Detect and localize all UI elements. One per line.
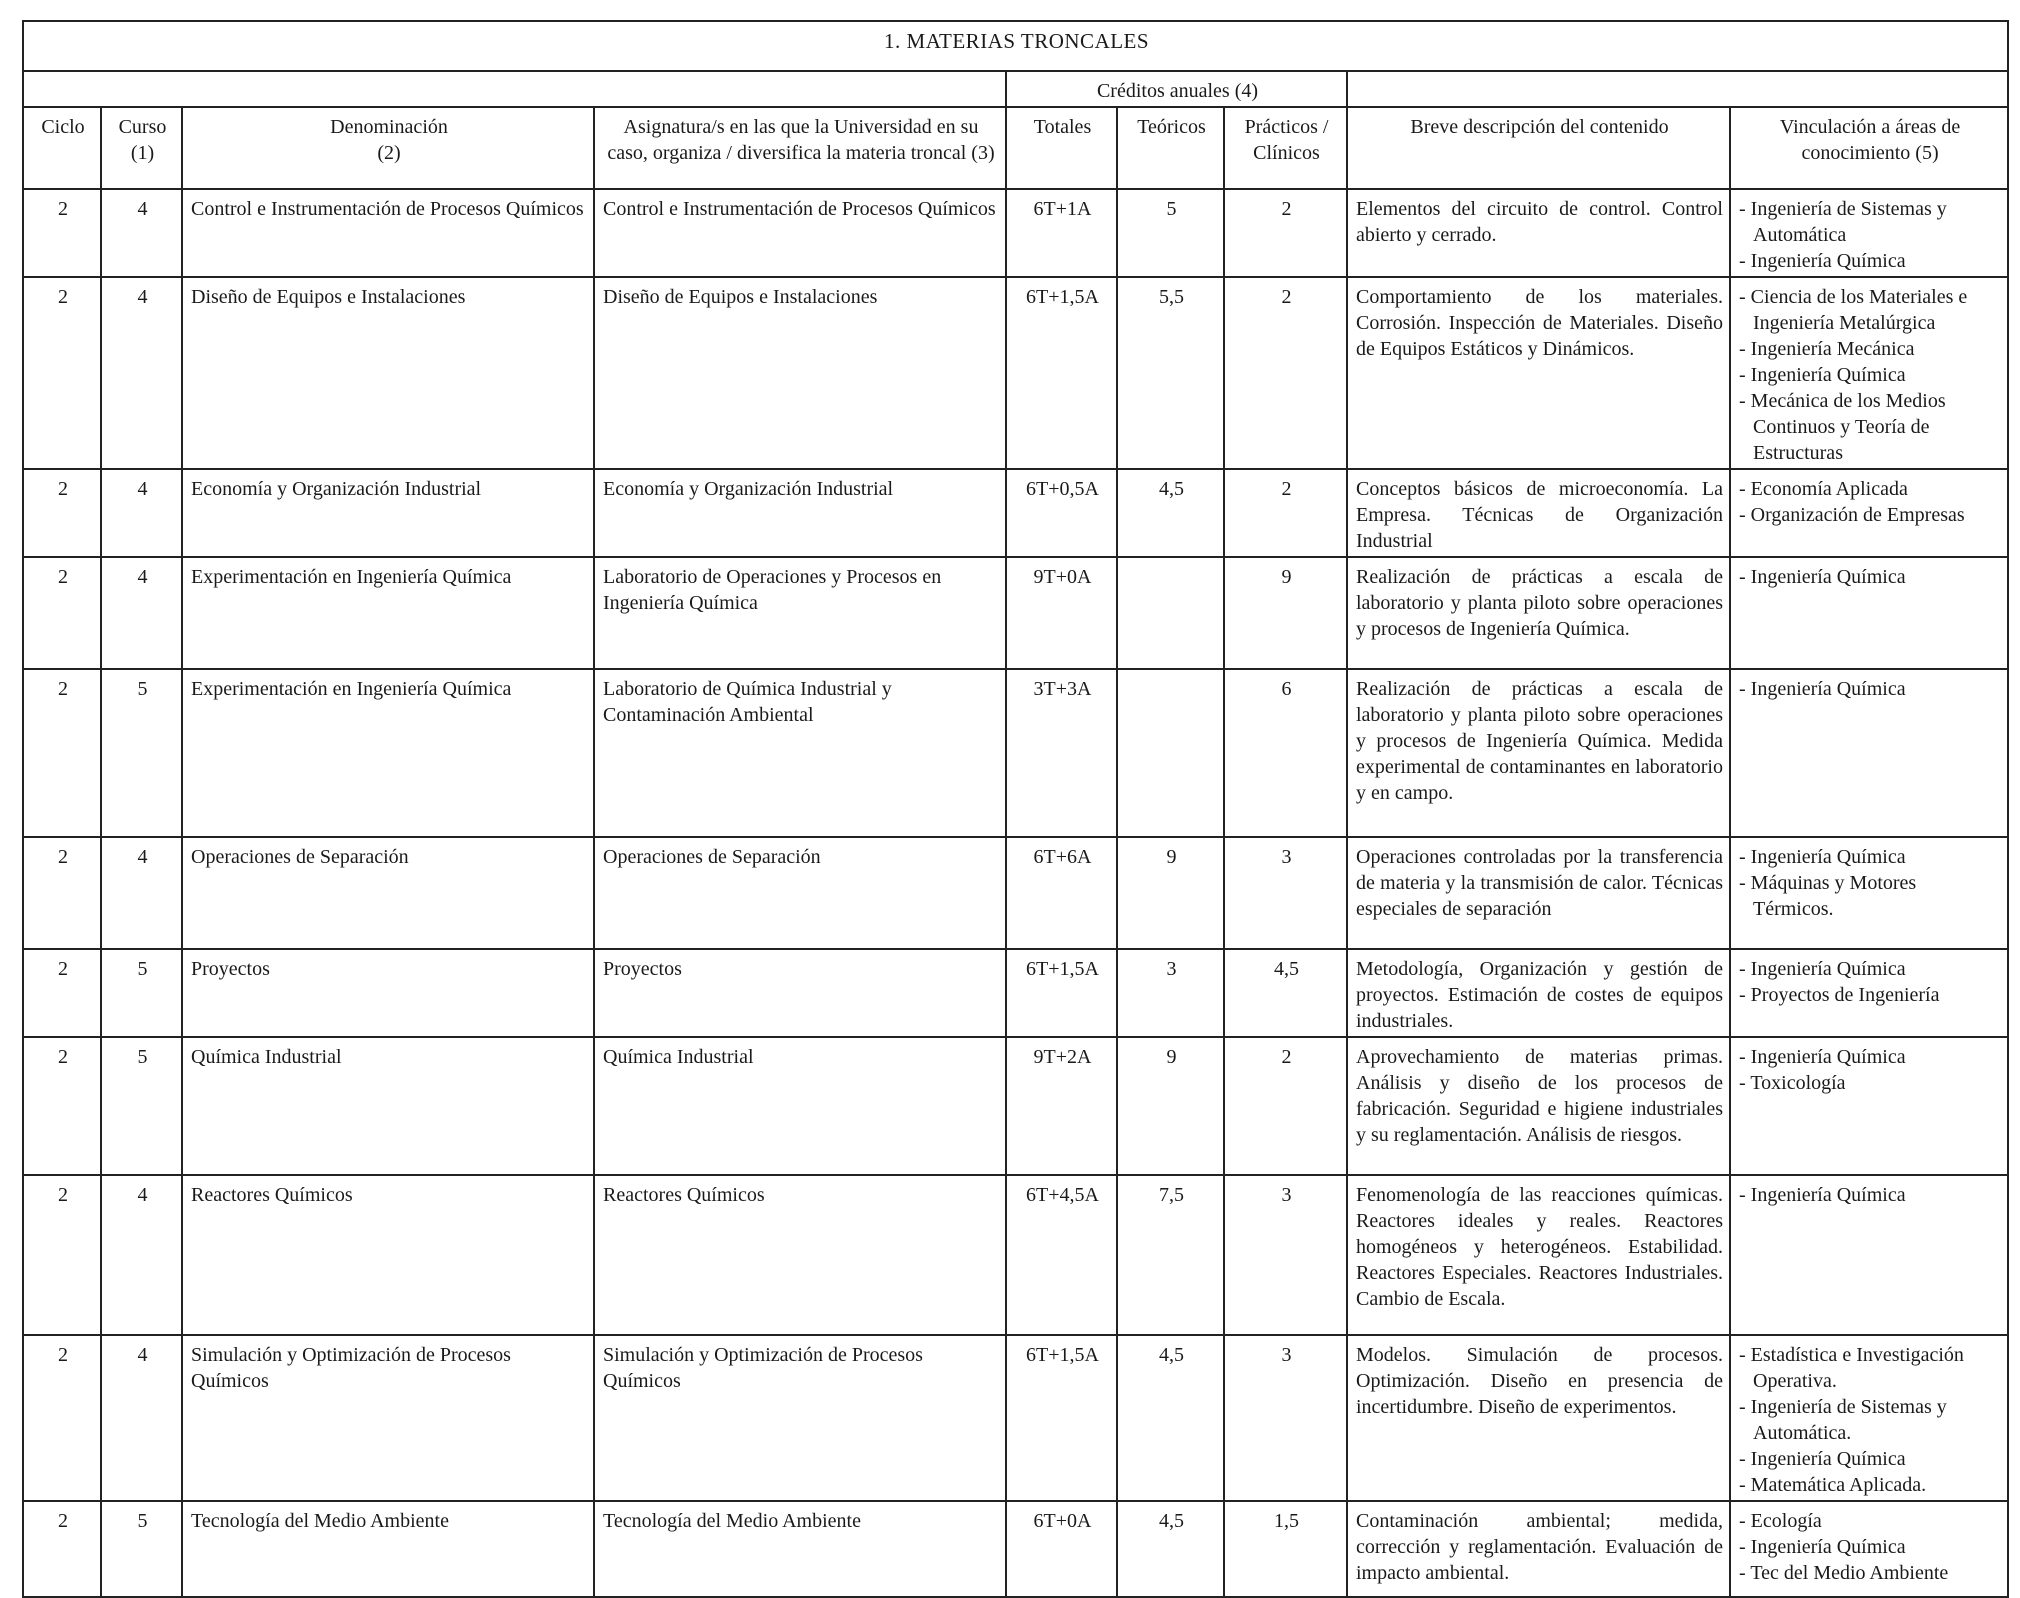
table-title: 1. MATERIAS TRONCALES xyxy=(23,21,2008,71)
curso-cell: 4 xyxy=(101,1335,182,1501)
denominacion-cell: Operaciones de Separación xyxy=(182,837,594,949)
descripcion-cell: Modelos. Simulación de procesos. Optimización. Diseño en presencia de incertidumbre. Diseño de experimentos. xyxy=(1347,1335,1730,1501)
ciclo-cell: 2 xyxy=(23,1037,101,1175)
descripcion-cell: Contaminación ambiental; medida, corrección y reglamentación. Evaluación de impacto ambiental. xyxy=(1347,1501,1730,1597)
totales-cell: 6T+0,5A xyxy=(1006,469,1117,557)
teoricos-cell: 4,5 xyxy=(1117,469,1224,557)
descripcion-cell: Realización de prácticas a escala de laboratorio y planta piloto sobre operaciones y procesos de Ingeniería Química. xyxy=(1347,557,1730,669)
table-row xyxy=(23,469,2008,557)
descripcion-cell: Aprovechamiento de materias primas. Análisis y diseño de los procesos de fabricación. Seguridad e higiene industriales y su reglamentación. Análisis de riesgos. xyxy=(1347,1037,1730,1175)
ciclo-cell: 2 xyxy=(23,557,101,669)
totales-cell: 9T+0A xyxy=(1006,557,1117,669)
area-item: - Ingeniería Química xyxy=(1739,1534,2001,1560)
asignatura-cell: Laboratorio de Química Industrial y Contaminación Ambiental xyxy=(594,669,1006,837)
practicos-cell: 2 xyxy=(1224,1037,1347,1175)
totales-cell: 3T+3A xyxy=(1006,669,1117,837)
asignatura-cell: Simulación y Optimización de Procesos Químicos xyxy=(594,1335,1006,1501)
ciclo-cell: 2 xyxy=(23,1175,101,1335)
vinculacion-cell xyxy=(1730,669,2008,837)
curso-cell: 5 xyxy=(101,669,182,837)
curso-cell: 4 xyxy=(101,557,182,669)
vinculacion-cell xyxy=(1730,557,2008,669)
teoricos-cell xyxy=(1117,557,1224,669)
areas-list xyxy=(1739,476,2001,528)
table-row xyxy=(23,277,2008,469)
document-page xyxy=(22,20,2007,1584)
curso-cell: 4 xyxy=(101,1175,182,1335)
vinculacion-header: Vinculación a áreas de conocimiento (5) xyxy=(1730,107,2008,189)
practicos-cell: 4,5 xyxy=(1224,949,1347,1037)
area-item: - Ingeniería de Sistemas y Automática. xyxy=(1739,1394,2001,1446)
ciclo-cell: 2 xyxy=(23,189,101,277)
header-spacer-right xyxy=(1347,71,2008,107)
descripcion-cell: Metodología, Organización y gestión de proyectos. Estimación de costes de equipos industriales. xyxy=(1347,949,1730,1037)
asignatura-cell: Reactores Químicos xyxy=(594,1175,1006,1335)
ciclo-cell: 2 xyxy=(23,837,101,949)
curso-cell: 4 xyxy=(101,837,182,949)
areas-list xyxy=(1739,1182,2001,1208)
asignatura-cell: Laboratorio de Operaciones y Procesos en Ingeniería Química xyxy=(594,557,1006,669)
area-item: - Ingeniería Química xyxy=(1739,1446,2001,1472)
credits-header-row xyxy=(23,71,2008,107)
teoricos-cell: 4,5 xyxy=(1117,1501,1224,1597)
teoricos-cell: 5,5 xyxy=(1117,277,1224,469)
denominacion-cell: Experimentación en Ingeniería Química xyxy=(182,669,594,837)
table-row xyxy=(23,1175,2008,1335)
area-item: - Proyectos de Ingeniería xyxy=(1739,982,2001,1008)
denominacion-cell: Química Industrial xyxy=(182,1037,594,1175)
denominacion-cell: Economía y Organización Industrial xyxy=(182,469,594,557)
descripcion-header: Breve descripción del contenido xyxy=(1347,107,1730,189)
area-item: - Organización de Empresas xyxy=(1739,502,2001,528)
area-item: - Ingeniería Química xyxy=(1739,564,2001,590)
asignatura-cell: Economía y Organización Industrial xyxy=(594,469,1006,557)
denominacion-cell: Proyectos xyxy=(182,949,594,1037)
areas-list xyxy=(1739,1342,2001,1498)
area-item: - Mecánica de los Medios Continuos y Teoría de Estructuras xyxy=(1739,388,2001,466)
teoricos-cell: 9 xyxy=(1117,837,1224,949)
practicos-cell: 1,5 xyxy=(1224,1501,1347,1597)
denominacion-cell: Experimentación en Ingeniería Química xyxy=(182,557,594,669)
practicos-cell: 2 xyxy=(1224,469,1347,557)
table-row xyxy=(23,189,2008,277)
areas-list xyxy=(1739,1044,2001,1096)
practicos-cell: 3 xyxy=(1224,1175,1347,1335)
descripcion-cell: Fenomenología de las reacciones químicas. Reactores ideales y reales. Reactores homogéneos y heterogéneos. Estabilidad. Reactores Especiales. Reactores Industriales. Cambio de Escala. xyxy=(1347,1175,1730,1335)
area-item: - Ingeniería Química xyxy=(1739,362,2001,388)
denominacion-cell: Reactores Químicos xyxy=(182,1175,594,1335)
totales-cell: 6T+1,5A xyxy=(1006,1335,1117,1501)
denominacion-note: (2) xyxy=(377,142,401,164)
descripcion-cell: Elementos del circuito de control. Control abierto y cerrado. xyxy=(1347,189,1730,277)
area-item: - Ingeniería Química xyxy=(1739,676,2001,702)
denominacion-label: Denominación xyxy=(330,116,448,138)
curso-cell: 4 xyxy=(101,189,182,277)
vinculacion-cell xyxy=(1730,469,2008,557)
practicos-cell: 3 xyxy=(1224,837,1347,949)
curso-note: (1) xyxy=(130,142,155,164)
ciclo-cell: 2 xyxy=(23,1335,101,1501)
area-item: - Máquinas y Motores Térmicos. xyxy=(1739,870,2001,922)
vinculacion-cell xyxy=(1730,1037,2008,1175)
ciclo-cell: 2 xyxy=(23,669,101,837)
teoricos-cell: 9 xyxy=(1117,1037,1224,1175)
denominacion-header xyxy=(182,107,594,189)
areas-list xyxy=(1739,676,2001,702)
descripcion-cell: Conceptos básicos de microeconomía. La Empresa. Técnicas de Organización Industrial xyxy=(1347,469,1730,557)
curso-cell: 4 xyxy=(101,277,182,469)
area-item: - Estadística e Investigación Operativa. xyxy=(1739,1342,2001,1394)
vinculacion-cell xyxy=(1730,189,2008,277)
area-item: - Ingeniería de Sistemas y Automática xyxy=(1739,196,2001,248)
vinculacion-cell xyxy=(1730,1175,2008,1335)
table-row xyxy=(23,1335,2008,1501)
totales-cell: 6T+6A xyxy=(1006,837,1117,949)
table-row xyxy=(23,837,2008,949)
teoricos-cell: 7,5 xyxy=(1117,1175,1224,1335)
ciclo-cell: 2 xyxy=(23,1501,101,1597)
asignatura-cell: Tecnología del Medio Ambiente xyxy=(594,1501,1006,1597)
asignatura-cell: Control e Instrumentación de Procesos Químicos xyxy=(594,189,1006,277)
vinculacion-cell xyxy=(1730,277,2008,469)
area-item: - Matemática Aplicada. xyxy=(1739,1472,2001,1498)
curso-cell: 5 xyxy=(101,1501,182,1597)
materias-table xyxy=(22,20,2009,1598)
asignatura-cell: Química Industrial xyxy=(594,1037,1006,1175)
asignatura-header: Asignatura/s en las que la Universidad en su caso, organiza / diversifica la materia troncal (3) xyxy=(594,107,1006,189)
totales-cell: 6T+1,5A xyxy=(1006,949,1117,1037)
vinculacion-cell xyxy=(1730,949,2008,1037)
totales-cell: 6T+1,5A xyxy=(1006,277,1117,469)
practicos-cell: 9 xyxy=(1224,557,1347,669)
area-item: - Ciencia de los Materiales e Ingeniería Metalúrgica xyxy=(1739,284,2001,336)
area-item: - Ingeniería Química xyxy=(1739,956,2001,982)
curso-cell: 4 xyxy=(101,469,182,557)
table-row xyxy=(23,1501,2008,1597)
totales-header: Totales xyxy=(1006,107,1117,189)
totales-cell: 6T+4,5A xyxy=(1006,1175,1117,1335)
totales-cell: 6T+1A xyxy=(1006,189,1117,277)
practicos-cell: 3 xyxy=(1224,1335,1347,1501)
areas-list xyxy=(1739,564,2001,590)
table-row xyxy=(23,1037,2008,1175)
ciclo-cell: 2 xyxy=(23,469,101,557)
teoricos-header: Teóricos xyxy=(1117,107,1224,189)
area-item: - Economía Aplicada xyxy=(1739,476,2001,502)
vinculacion-cell xyxy=(1730,1335,2008,1501)
areas-list xyxy=(1739,956,2001,1008)
totales-cell: 9T+2A xyxy=(1006,1037,1117,1175)
teoricos-cell: 3 xyxy=(1117,949,1224,1037)
curso-cell: 5 xyxy=(101,1037,182,1175)
asignatura-cell: Diseño de Equipos e Instalaciones xyxy=(594,277,1006,469)
title-row xyxy=(23,21,2008,71)
ciclo-header: Ciclo xyxy=(23,107,101,189)
table-row xyxy=(23,557,2008,669)
areas-list xyxy=(1739,196,2001,274)
areas-list xyxy=(1739,284,2001,466)
area-item: - Ingeniería Química xyxy=(1739,1044,2001,1070)
asignatura-cell: Proyectos xyxy=(594,949,1006,1037)
practicos-cell: 2 xyxy=(1224,277,1347,469)
teoricos-cell xyxy=(1117,669,1224,837)
vinculacion-cell xyxy=(1730,1501,2008,1597)
column-header-row xyxy=(23,107,2008,189)
area-item: - Ingeniería Mecánica xyxy=(1739,336,2001,362)
denominacion-cell: Simulación y Optimización de Procesos Químicos xyxy=(182,1335,594,1501)
header-spacer xyxy=(23,71,1006,107)
descripcion-cell: Comportamiento de los materiales. Corrosión. Inspección de Materiales. Diseño de Equipos Estáticos y Dinámicos. xyxy=(1347,277,1730,469)
practicos-cell: 2 xyxy=(1224,189,1347,277)
teoricos-cell: 5 xyxy=(1117,189,1224,277)
ciclo-cell: 2 xyxy=(23,949,101,1037)
area-item: - Tec del Medio Ambiente xyxy=(1739,1560,2001,1586)
denominacion-cell: Diseño de Equipos e Instalaciones xyxy=(182,277,594,469)
table-row xyxy=(23,949,2008,1037)
area-item: - Ingeniería Química xyxy=(1739,1182,2001,1208)
areas-list xyxy=(1739,1508,2001,1586)
asignatura-cell: Operaciones de Separación xyxy=(594,837,1006,949)
practicos-header: Prácticos / Clínicos xyxy=(1224,107,1347,189)
denominacion-cell: Control e Instrumentación de Procesos Químicos xyxy=(182,189,594,277)
practicos-cell: 6 xyxy=(1224,669,1347,837)
curso-cell: 5 xyxy=(101,949,182,1037)
curso-label: Curso xyxy=(118,116,167,138)
area-item: - Toxicología xyxy=(1739,1070,2001,1096)
ciclo-cell: 2 xyxy=(23,277,101,469)
teoricos-cell: 4,5 xyxy=(1117,1335,1224,1501)
totales-cell: 6T+0A xyxy=(1006,1501,1117,1597)
areas-list xyxy=(1739,844,2001,922)
descripcion-cell: Operaciones controladas por la transferencia de materia y la transmisión de calor. Técnicas especiales de separación xyxy=(1347,837,1730,949)
vinculacion-cell xyxy=(1730,837,2008,949)
denominacion-cell: Tecnología del Medio Ambiente xyxy=(182,1501,594,1597)
table-row xyxy=(23,669,2008,837)
area-item: - Ecología xyxy=(1739,1508,2001,1534)
area-item: - Ingeniería Química xyxy=(1739,248,2001,274)
area-item: - Ingeniería Química xyxy=(1739,844,2001,870)
descripcion-cell: Realización de prácticas a escala de laboratorio y planta piloto sobre operaciones y procesos de Ingeniería Química. Medida experimental de contaminantes en laboratorio y en campo. xyxy=(1347,669,1730,837)
creditos-header: Créditos anuales (4) xyxy=(1006,71,1347,107)
curso-header xyxy=(101,107,182,189)
